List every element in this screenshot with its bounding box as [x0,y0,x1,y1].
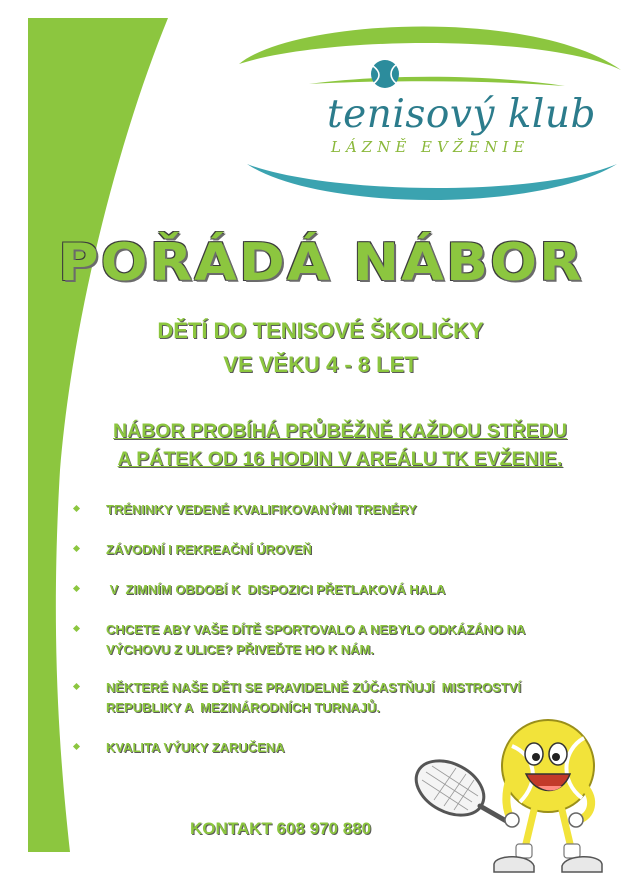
club-logo [235,14,625,214]
tennis-racket-icon [412,750,508,826]
headline-text: POŘÁDÁ NÁBOR [57,233,584,293]
list-item-text: NĚKTERÉ NAŠE DĚTI SE PRAVIDELNĚ ZÚČASTŇUJÍ MISTROSTVÍ [106,680,522,695]
list-item-text: CHCETE ABY VAŠE DÍTĚ SPORTOVALO A NEBYLO ODKÁZÁNO NA [106,622,526,637]
tennis-ball-mascot-icon [412,716,612,884]
subheading-line-1: DĚTÍ DO TENISOVÉ ŠKOLIČKY [157,318,484,343]
logo-title: tenisový klub [327,92,596,137]
tennis-ball-icon [371,60,399,88]
recruitment-line-2: A PÁTEK OD 16 HODIN V AREÁLU TK EVŽENIE. [117,448,563,470]
contact-phone: KONTAKT 608 970 880 [190,819,372,838]
list-item-text-continued: VÝCHOVU Z ULICE? PŘIVEĎTE HO K NÁM. [106,642,374,657]
subheading-line-2: VE VĚKU 4 - 8 LET [223,352,418,377]
logo-subtitle: LÁZNĚ EVŽENIE [331,138,530,156]
recruitment-line-1: NÁBOR PROBÍHÁ PRŮBĚŽNĚ KAŽDOU STŘEDU [113,420,567,442]
list-item-text: ZÁVODNÍ I REKREAČNÍ ÚROVEŇ [106,542,312,557]
list-item-text: V ZIMNÍM OBDOBÍ K DISPOZICI PŘETLAKOVÁ HALA [106,582,446,597]
list-item-text-continued: REPUBLIKY A MEZINÁRODNÍCH TURNAJŮ. [106,700,380,715]
list-item-text: KVALITA VÝUKY ZARUČENA [106,740,285,755]
headline [0,233,641,293]
list-item-text: TRÉNINKY VEDENÉ KVALIFIKOVANÝMI TRENÉRY [106,502,417,517]
